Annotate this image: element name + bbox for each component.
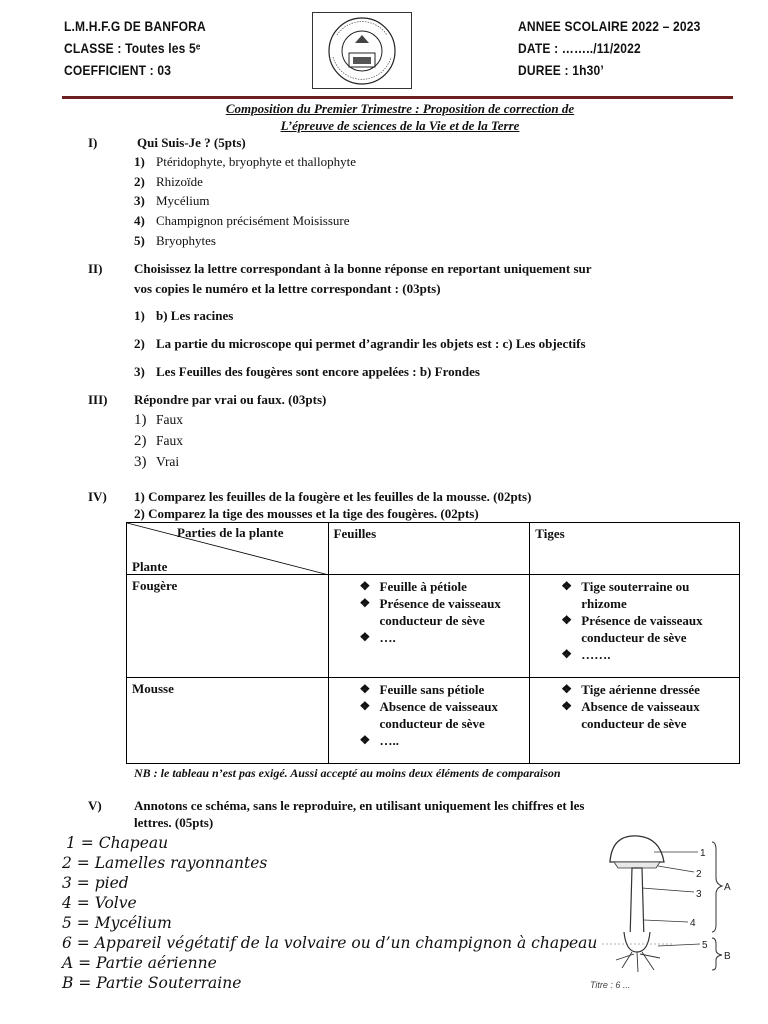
header-divider xyxy=(62,96,733,99)
s3-item-1: 1) Faux xyxy=(134,412,183,428)
section-3-number: III) xyxy=(88,392,108,407)
section-4-number: IV) xyxy=(88,489,107,504)
table-row-label-mousse: Mousse xyxy=(127,678,329,764)
section-5-heading-line2: lettres. (05pts) xyxy=(134,815,214,830)
section-2-number: II) xyxy=(88,261,103,276)
figure-label-4: 4 xyxy=(690,918,696,929)
s2-item-3: 3) Les Feuilles des fougères sont encore appelées : b) Frondes xyxy=(134,364,480,379)
answer-line: B = Partie Souterraine xyxy=(62,974,242,992)
list-item: ❖ ……. xyxy=(561,646,734,663)
table-cell-mousse-tiges xyxy=(530,678,740,764)
answer-line: 3 = pied xyxy=(62,874,129,892)
s2-item-1: 1) b) Les racines xyxy=(134,308,234,323)
figure-label-A: A xyxy=(724,882,731,893)
coefficient-line: COEFFICIENT : 03 xyxy=(64,62,172,78)
list-item: ❖ ….. xyxy=(360,732,525,749)
section-4-question-1: 1) Comparez les feuilles de la fougère et les feuilles de la mousse. (02pts) xyxy=(134,489,532,504)
s1-item-2: 2) Rhizoïde xyxy=(134,174,203,189)
s1-item-4: 4) Champignon précisément Moisissure xyxy=(134,213,350,228)
document-title-line1: Composition du Premier Trimestre : Proposition de correction de xyxy=(225,101,575,116)
date-line: DATE : ……../11/2022 xyxy=(518,40,641,56)
table-row-label-fougere: Fougère xyxy=(127,575,329,678)
figure-label-B: B xyxy=(724,951,731,962)
section-4-question-2: 2) Comparez la tige des mousses et la tige des fougères. (02pts) xyxy=(134,506,479,521)
document-title-line2: L’épreuve de sciences de la Vie et de la Terre xyxy=(280,118,520,133)
section-2-heading-line1: Choisissez la lettre correspondant à la bonne réponse en reportant uniquement sur xyxy=(134,261,592,276)
mushroom-diagram xyxy=(572,828,744,996)
school-name: L.M.H.F.G DE BANFORA xyxy=(64,18,206,34)
table-header-tiges: Tiges xyxy=(530,523,740,575)
comparison-table xyxy=(126,522,740,764)
s2-item-2: 2) La partie du microscope qui permet d’agrandir les objets est : c) Les objectifs xyxy=(134,336,586,351)
figure-caption: Titre : 6 ... xyxy=(590,980,631,990)
figure-label-3: 3 xyxy=(696,889,702,900)
answer-line: 6 = Appareil végétatif de la volvaire ou d’un champignon à chapeau xyxy=(62,934,598,952)
s1-item-5: 5) Bryophytes xyxy=(134,233,216,248)
school-logo xyxy=(312,12,412,89)
list-item: ❖ Présence de vaisseaux conducteur de sève xyxy=(561,612,734,646)
s3-item-3: 3) Vrai xyxy=(134,454,180,470)
duration-line: DUREE : 1h30’ xyxy=(518,62,604,78)
table-header-feuilles: Feuilles xyxy=(328,523,530,575)
list-item: ❖ …. xyxy=(360,629,525,646)
section-1-heading: Qui Suis-Je ? (5pts) xyxy=(137,135,246,150)
figure-label-2: 2 xyxy=(696,869,702,880)
figure-label-1: 1 xyxy=(700,848,706,859)
section-5-number: V) xyxy=(88,798,102,813)
school-year: ANNEE SCOLAIRE 2022 – 2023 xyxy=(518,18,701,34)
figure-label-5: 5 xyxy=(702,940,708,951)
section-3-heading: Répondre par vrai ou faux. (03pts) xyxy=(134,392,327,407)
answer-line: 1 = Chapeau xyxy=(66,834,169,852)
list-item: ❖ Feuille sans pétiole xyxy=(360,681,525,698)
table-corner-bottom-label: Plante xyxy=(132,559,168,574)
s3-item-2: 2) Faux xyxy=(134,433,183,449)
s1-item-3: 3) Mycélium xyxy=(134,193,210,208)
list-item: ❖ Absence de vaisseaux conducteur de sève xyxy=(360,698,525,732)
section-2-heading-line2: vos copies le numéro et la lettre correspondant : (03pts) xyxy=(134,281,441,296)
answer-line: 2 = Lamelles rayonnantes xyxy=(62,854,268,872)
list-item: ❖ Présence de vaisseaux conducteur de sève xyxy=(360,595,525,629)
class-line: CLASSE : Toutes les 5ᵉ xyxy=(64,40,201,56)
table-cell-fougere-feuilles xyxy=(328,575,530,678)
list-item: ❖ Feuille à pétiole xyxy=(360,578,525,595)
s1-item-1: 1) Ptéridophyte, bryophyte et thallophyte xyxy=(134,154,357,169)
table-corner-top-label: Parties de la plante xyxy=(177,525,284,540)
table-corner-cell xyxy=(127,523,329,575)
table-note: NB : le tableau n’est pas exigé. Aussi accepté au moins deux éléments de comparaison xyxy=(134,766,561,780)
section-1-number: I) xyxy=(88,135,98,150)
section-5-heading-line1: Annotons ce schéma, sans le reproduire, en utilisant uniquement les chiffres et les xyxy=(134,798,585,813)
answer-line: A = Partie aérienne xyxy=(62,954,217,972)
list-item: ❖ Tige aérienne dressée xyxy=(561,681,734,698)
table-cell-fougere-tiges xyxy=(530,575,740,678)
table-cell-mousse-feuilles xyxy=(328,678,530,764)
answer-line: 4 = Volve xyxy=(62,894,137,912)
answer-line: 5 = Mycélium xyxy=(62,914,172,932)
list-item: ❖ Tige souterraine ou rhizome xyxy=(561,578,734,612)
list-item: ❖ Absence de vaisseaux conducteur de sève xyxy=(561,698,734,732)
